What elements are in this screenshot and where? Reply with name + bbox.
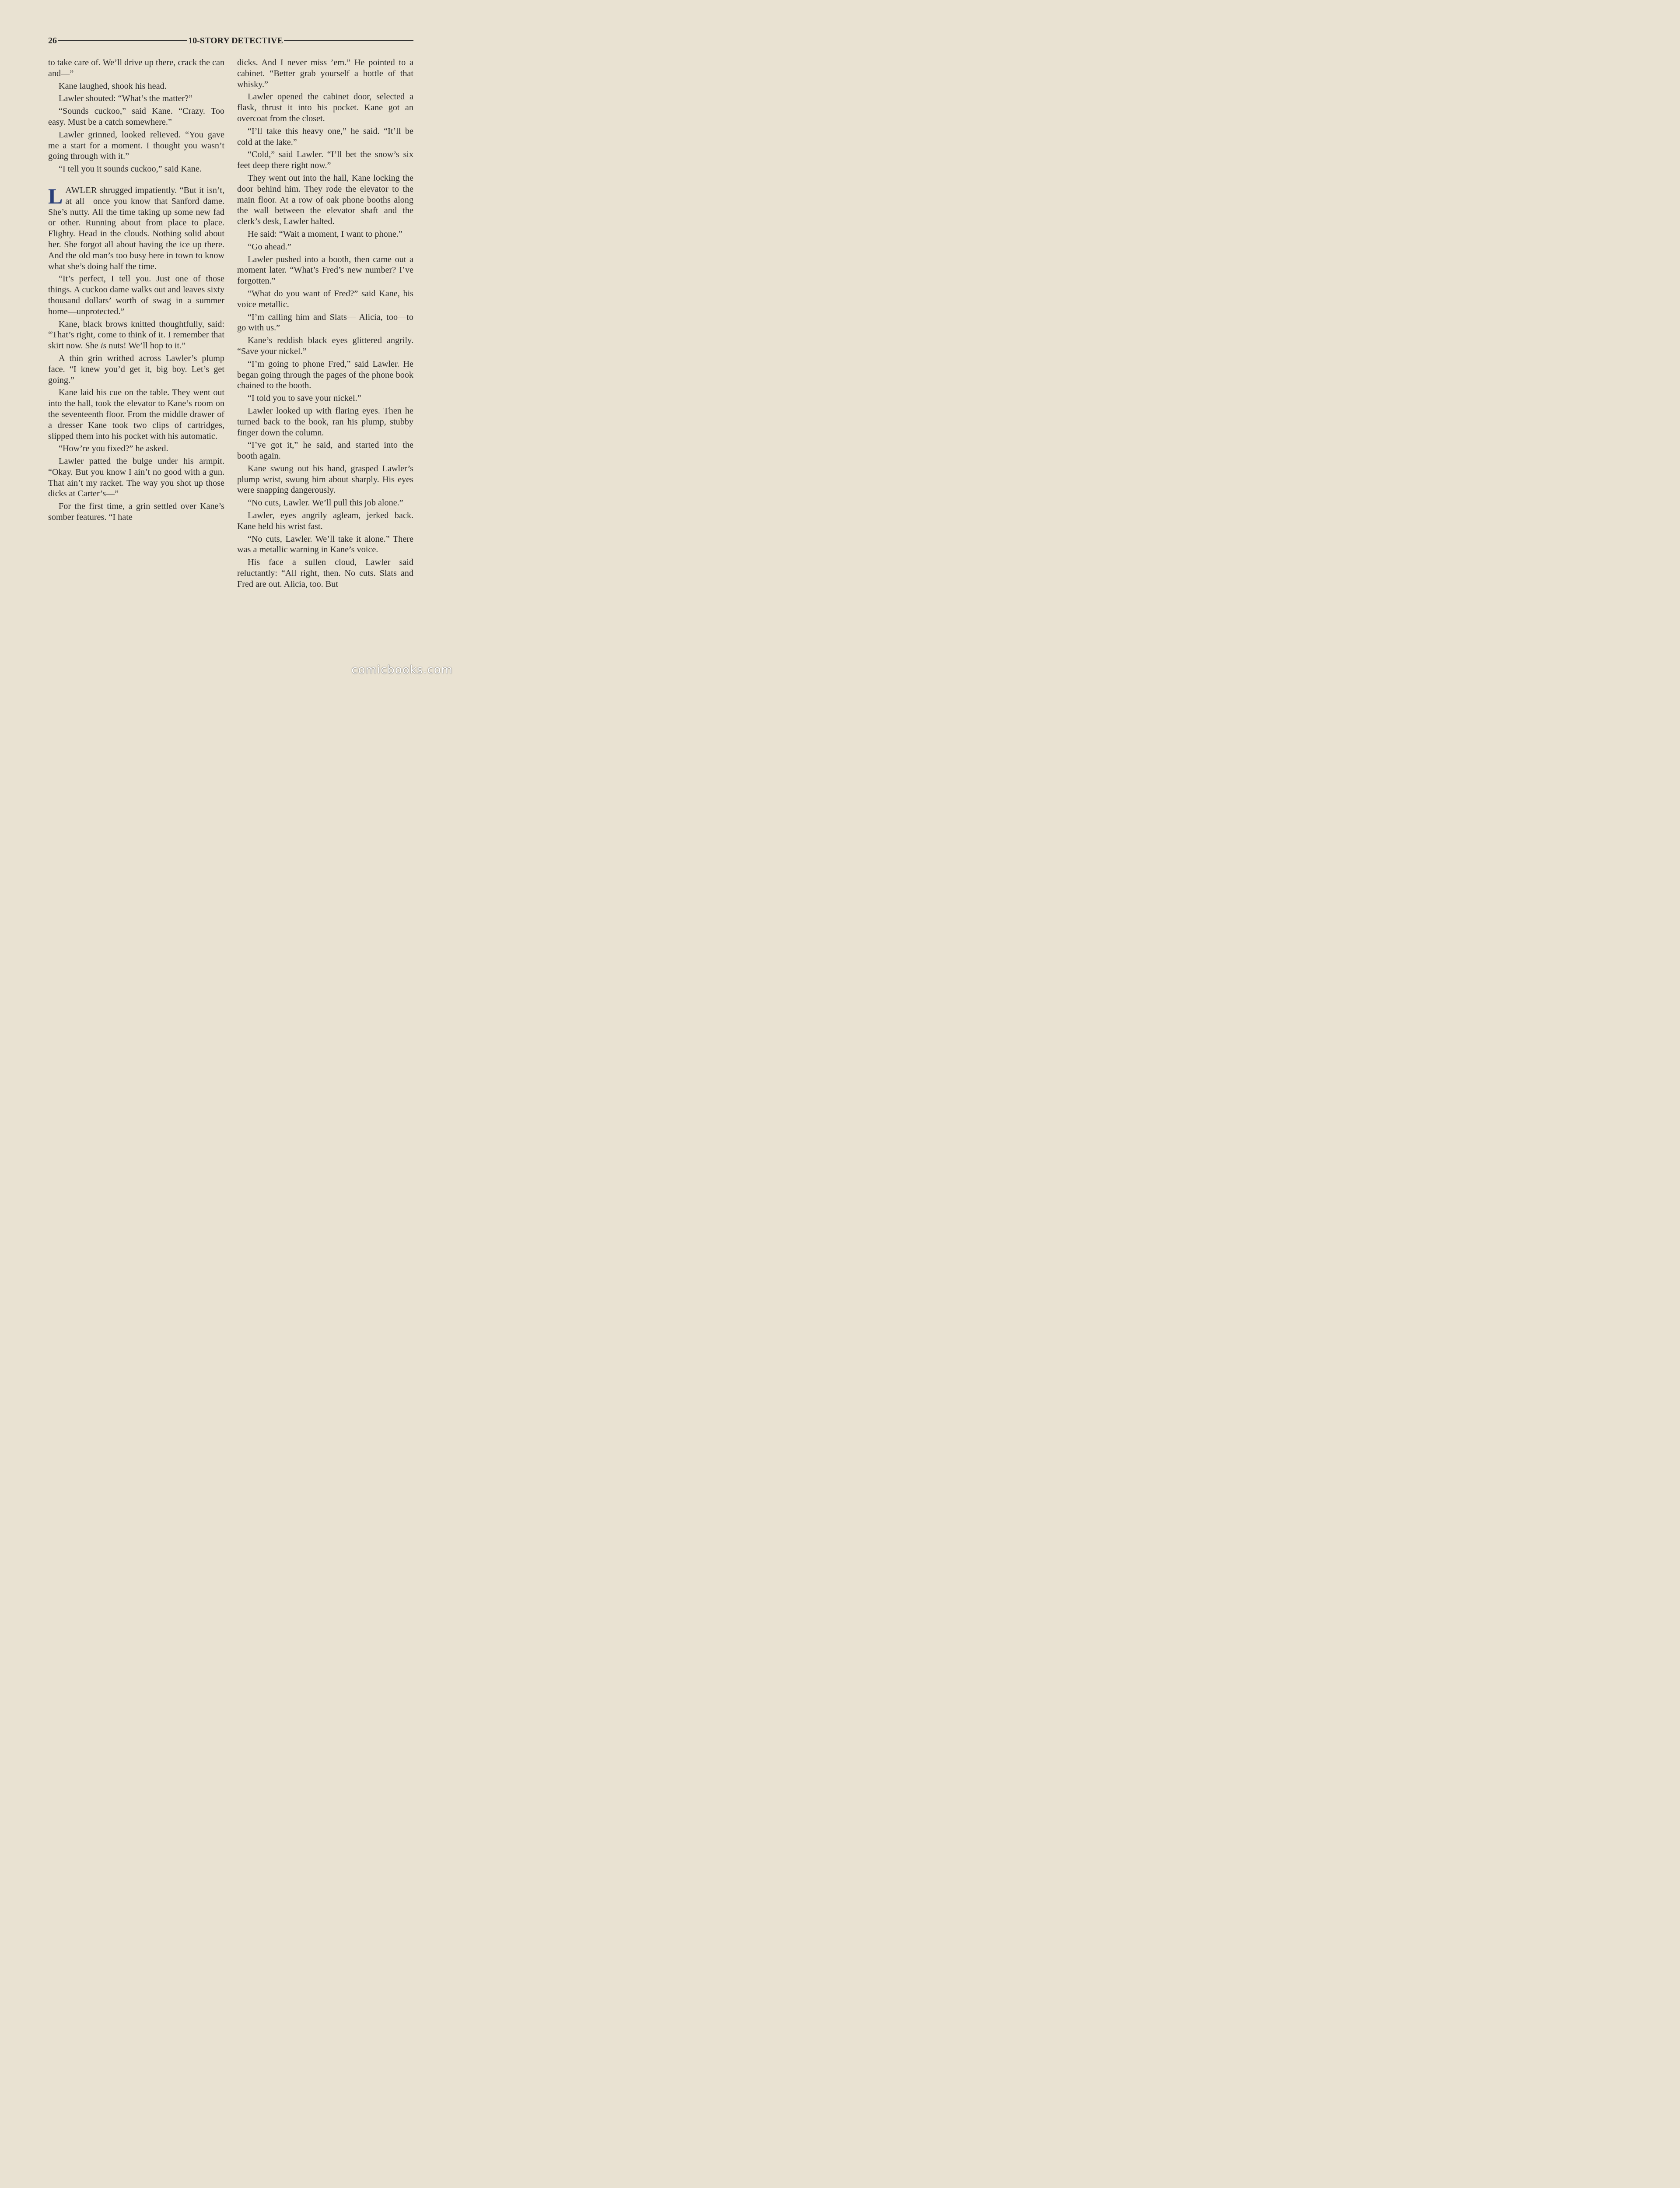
paragraph: “It’s perfect, I tell you. Just one of those things. A cuckoo dame walks out and leaves sixty thousand dollars’ worth of swag in a summer home—unprotected.”	[48, 274, 224, 316]
paragraph: Lawler looked up with flaring eyes. Then he turned back to the book, ran his plump, stubby finger down the column.	[237, 406, 413, 438]
paragraph: “I’m calling him and Slats— Alicia, too—to go with us.”	[237, 312, 413, 333]
magazine-title: 10-STORY DETECTIVE	[188, 35, 283, 46]
paragraph: “I’m going to phone Fred,” said Lawler. He began going through the pages of the phone book chained to the booth.	[237, 359, 413, 391]
paragraph: Kane’s reddish black eyes glittered angrily. “Save your nickel.”	[237, 336, 413, 356]
paragraph-text: nuts! We’ll hop to it.”	[106, 341, 186, 351]
paragraph: Lawler shouted: “What’s the matter?”	[59, 94, 193, 104]
paragraph: They went out into the hall, Kane locking the door behind him. They rode the elevator to the main floor. At a row of oak phone booths along the wall between the elevator shaft and the clerk’s desk, Lawler halted.	[237, 173, 413, 227]
left-column	[48, 57, 224, 525]
header-rule-left	[58, 40, 187, 41]
paragraph: “I told you to save your nickel.”	[248, 393, 361, 403]
paragraph: “Go ahead.”	[248, 242, 291, 252]
drop-cap: L	[48, 183, 63, 208]
paragraph: to take care of. We’ll drive up there, crack the can and—”	[48, 58, 224, 78]
paragraph: Lawler, eyes angrily agleam, jerked back. Kane held his wrist fast.	[237, 511, 413, 531]
paragraph: Lawler opened the cabinet door, selected a flask, thrust it into his pocket. Kane got an overcoat from the closet.	[237, 92, 413, 123]
paragraph: Lawler grinned, looked relieved. “You gave me a start for a moment. I thought you wasn’t going through with it.”	[48, 130, 224, 161]
paragraph	[48, 319, 224, 351]
small-caps-lead: AWLER	[65, 185, 98, 195]
paragraph-text: shrugged impatiently. “But it isn’t, at all—once you know that Sanford dame. She’s nutty. All the time taking up some new fad or other. Running about from place to place. Flighty. Head in the clouds. Nothing solid about her. She forgot all about having the ice up there. And the old man’s too busy here in town to know what she’s doing half the time.	[48, 185, 224, 271]
paragraph: “No cuts, Lawler. We’ll take it alone.” There was a metallic warning in Kane’s voice.	[237, 534, 413, 555]
paragraph: “I tell you it sounds cuckoo,” said Kane.	[59, 164, 202, 174]
paragraph: “I’ve got it,” he said, and started into the booth again.	[237, 440, 413, 461]
paragraph: “Sounds cuckoo,” said Kane. “Crazy. Too easy. Must be a catch somewhere.”	[48, 106, 224, 127]
paragraph: “No cuts, Lawler. We’ll pull this job alone.”	[248, 498, 403, 508]
running-head	[48, 35, 414, 46]
paragraph: Kane swung out his hand, grasped Lawler’s plump wrist, swung him about sharply. His eyes were snapping dangerously.	[237, 463, 413, 495]
paragraph: His face a sullen cloud, Lawler said reluctantly: “All right, then. No cuts. Slats and Fred are out. Alicia, too. But	[237, 558, 413, 589]
paragraph-text: Kane, black brows knitted thoughtfully, said: “That’s right, come to think of it. I remember that skirt now. She	[48, 319, 224, 351]
paragraph: A thin grin writhed across Lawler’s plump face. “I knew you’d get it, big boy. Let’s get going.”	[48, 353, 224, 385]
paragraph: “How’re you fixed?” he asked.	[59, 444, 168, 454]
paragraph: For the first time, a grin settled over Kane’s somber features. “I hate	[48, 501, 224, 522]
paragraph: dicks. And I never miss ’em.” He pointed to a cabinet. “Better grab yourself a bottle of that whisky.”	[237, 58, 413, 89]
paragraph: Lawler patted the bulge under his armpit. “Okay. But you know I ain’t no good with a gun. That ain’t my racket. The way you shot up those dicks at Carter’s—”	[48, 456, 224, 499]
paragraph: “I’ll take this heavy one,” he said. “It’ll be cold at the lake.”	[237, 126, 413, 147]
italic-word: is	[100, 341, 107, 351]
paragraph: Lawler pushed into a booth, then came out a moment later. “What’s Fred’s new number? I’ve forgotten.”	[237, 254, 413, 286]
watermark: comicbooks.com	[351, 663, 453, 677]
right-column	[237, 57, 413, 592]
magazine-page	[0, 0, 462, 686]
paragraph: “What do you want of Fred?” said Kane, his voice metallic.	[237, 288, 413, 309]
section-opening-paragraph	[48, 185, 224, 272]
paragraph: “Cold,” said Lawler. “I’ll bet the snow’s six feet deep there right now.”	[237, 150, 413, 171]
paragraph: He said: “Wait a moment, I want to phone.”	[248, 229, 402, 239]
paragraph: Kane laid his cue on the table. They went out into the hall, took the elevator to Kane’s room on the seventeenth floor. From the middle drawer of a dresser Kane took two clips of cartridges, slipped them into his pocket with his automatic.	[48, 388, 224, 441]
header-rule-right	[284, 40, 413, 41]
page-number: 26	[48, 35, 57, 46]
paragraph: Kane laughed, shook his head.	[59, 81, 167, 91]
